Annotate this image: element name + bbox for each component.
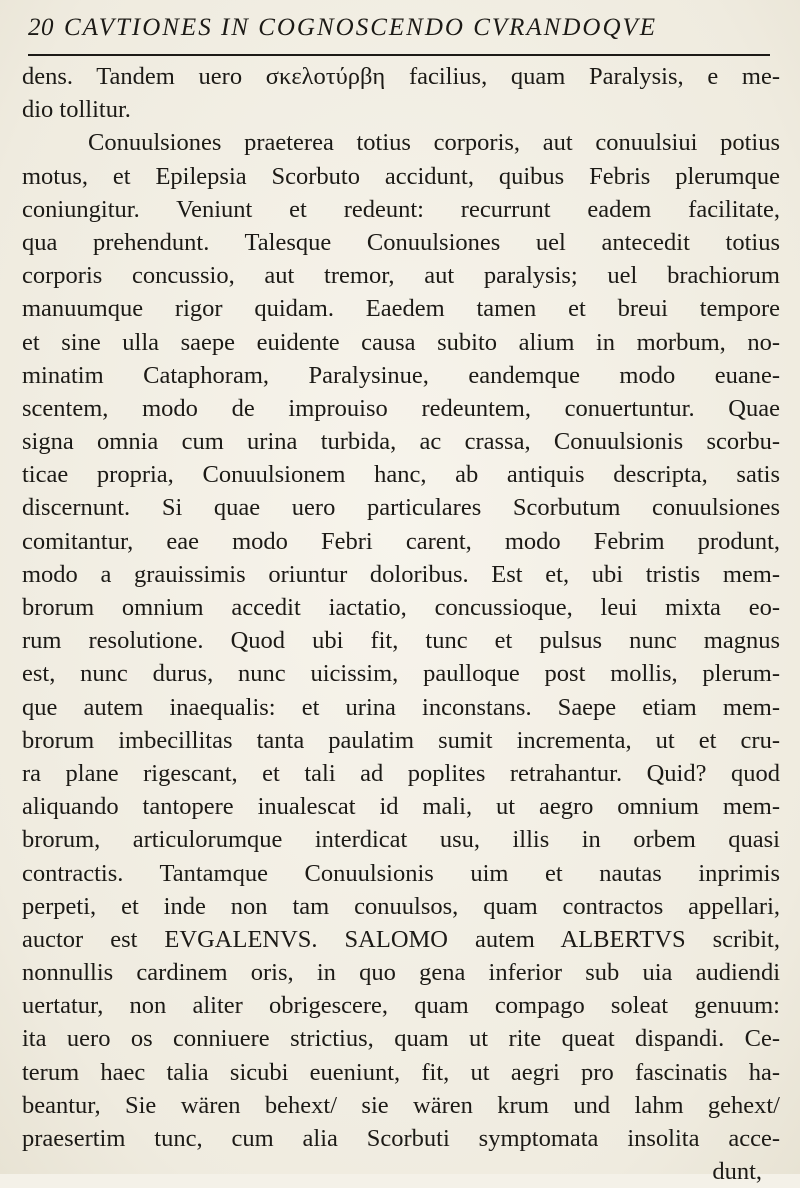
text-line: ra plane rigescant, et tali ad poplites retrahantur. Quid? quod	[22, 759, 780, 787]
text-line: que autem inaequalis: et urina inconstans. Saepe etiam mem-	[22, 693, 780, 721]
text-line: terum haec talia sicubi eueniunt, fit, ut aegri pro fascinatis ha-	[22, 1058, 780, 1086]
text-line: brorum, articulorumque interdicat usu, illis in orbem quasi	[22, 826, 780, 854]
text-line: uertatur, non aliter obrigescere, quam compago soleat genuum:	[22, 992, 780, 1020]
page-number: 20	[28, 14, 54, 41]
text-line: corporis concussio, aut tremor, aut paralysis; uel brachiorum	[22, 262, 780, 290]
text-line: rum resolutione. Quod ubi fit, tunc et pulsus nunc magnus	[22, 627, 780, 655]
text-line: discernunt. Si quae uero particulares Scorbutum conuulsiones	[22, 494, 780, 522]
text-line: contractis. Tantamque Conuulsionis uim et nautas inprimis	[22, 859, 780, 887]
text-line: brorum imbecillitas tanta paulatim sumit incrementa, ut et cru-	[22, 726, 780, 754]
page-header	[28, 14, 770, 56]
text-line: dens. Tandem uero σκελοτύρβη facilius, quam Paralysis, e me-	[22, 63, 780, 90]
text-line: comitantur, eae modo Febri carent, modo Febrim produnt,	[22, 527, 780, 555]
text-line: ticae propria, Conuulsionem hanc, ab antiquis descripta, satis	[22, 461, 780, 489]
running-title: CAVTIONES IN COGNOSCENDO CVRANDOQVE	[64, 14, 658, 41]
text-line: Conuulsiones praeterea totius corporis, aut conuulsiui potius	[88, 129, 780, 157]
text-line: est, nunc durus, nunc uicissim, paulloque post mollis, plerum-	[22, 660, 780, 688]
text-line: et sine ulla saepe euidente causa subito alium in morbum, no-	[22, 328, 780, 356]
text-line: aliquando tantopere inualescat id mali, ut aegro omnium mem-	[22, 793, 780, 821]
text-line: manuumque rigor quidam. Eaedem tamen et breui tempore	[22, 295, 780, 323]
text-line: nonnullis cardinem oris, in quo gena inferior sub uia audiendi	[22, 959, 780, 987]
text-line: motus, et Epilepsia Scorbuto accidunt, quibus Febris plerumque	[22, 162, 780, 190]
text-line: signa omnia cum urina turbida, ac crassa, Conuulsionis scorbu-	[22, 428, 780, 456]
text-line: praesertim tunc, cum alia Scorbuti symptomata insolita acce-	[22, 1125, 780, 1152]
text-line: scentem, modo de improuiso redeuntem, conuertuntur. Quae	[22, 394, 780, 422]
text-line: coniungitur. Veniunt et redeunt: recurrunt eadem facilitate,	[22, 195, 780, 223]
text-line: modo a grauissimis oriuntur doloribus. Est et, ubi tristis mem-	[22, 560, 780, 588]
body-text	[22, 60, 780, 1188]
text-line: brorum omnium accedit iactatio, concussioque, leui mixta eo-	[22, 594, 780, 621]
text-line: dio tollitur.	[22, 96, 131, 124]
text-line: minatim Cataphoram, Paralysinue, eandemque modo euane-	[22, 361, 780, 389]
text-line: qua prehendunt. Talesque Conuulsiones uel antecedit totius	[22, 228, 780, 256]
text-line: auctor est EVGALENVS. SALOMO autem ALBERTVS scribit,	[22, 925, 780, 953]
text-line: beantur, Sie wären behext/ sie wären krum und lahm gehext/	[22, 1091, 780, 1119]
text-line: ita uero os conniuere strictius, quam ut rite queat dispandi. Ce-	[22, 1025, 780, 1053]
catchword: dunt,	[712, 1158, 762, 1186]
text-line: perpeti, et inde non tam conuulsos, quam contractos appellari,	[22, 892, 780, 920]
